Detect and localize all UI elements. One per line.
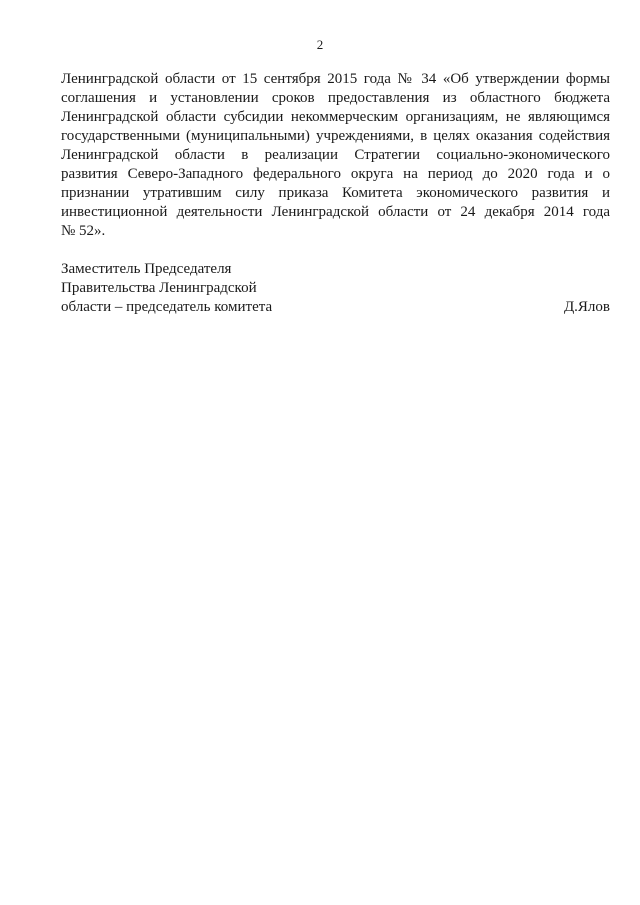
paragraph-line: признании утратившим силу приказа Комитета экономического развития и bbox=[61, 185, 610, 201]
paragraph-line: Ленинградской области субсидии некоммерческим организациям, не являющимся bbox=[61, 109, 610, 125]
paragraph-line: развития Северо-Западного федерального округа на период до 2020 года и о bbox=[61, 166, 610, 182]
signer-position-line-1: Заместитель Председателя bbox=[61, 261, 232, 277]
paragraph-line: соглашения и установлении сроков предоставления из областного бюджета bbox=[61, 90, 610, 106]
signature-row bbox=[61, 260, 610, 279]
paragraph-line: инвестиционной деятельности Ленинградской области от 24 декабря 2014 года bbox=[61, 204, 610, 220]
signer-position-line-3: области – председатель комитета bbox=[61, 299, 273, 315]
paragraph-line: Ленинградской области в реализации Стратегии социально-экономического bbox=[61, 147, 610, 163]
signature-row bbox=[61, 279, 610, 298]
signature-block bbox=[61, 260, 610, 317]
page-number: 2 bbox=[316, 37, 324, 52]
signer-position-line-2: Правительства Ленинградской bbox=[61, 280, 257, 296]
signer-name: Д.Ялов bbox=[563, 299, 610, 315]
paragraph-line: № 52». bbox=[61, 223, 106, 239]
body-paragraph bbox=[61, 70, 610, 241]
paragraph-line: государственными (муниципальными) учреждениями, в целях оказания содействия bbox=[61, 128, 610, 144]
signature-row bbox=[61, 298, 610, 317]
paragraph-line: Ленинградской области от 15 сентября 2015 года № 34 «Об утверждении формы bbox=[61, 71, 610, 87]
